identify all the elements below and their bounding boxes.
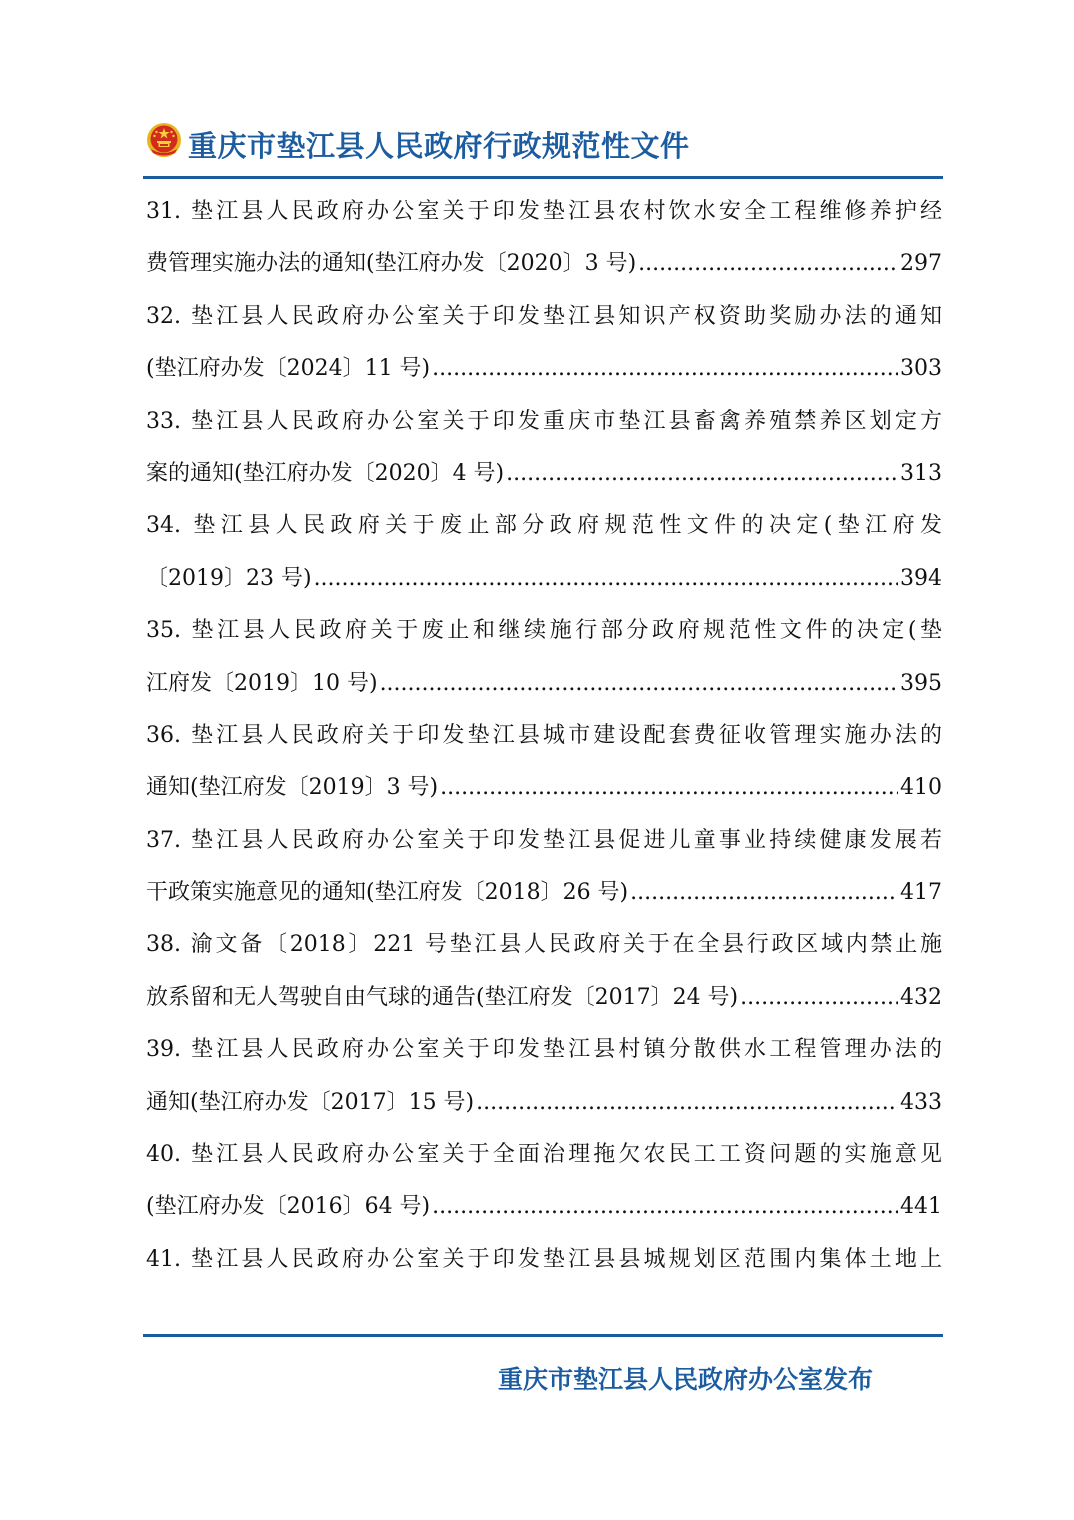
toc-entry-line [146,343,942,395]
toc-entry-line [146,553,942,605]
toc-entry-line: 31. 垫江县人民政府办公室关于印发垫江县农村饮水安全工程维修养护经 [146,199,942,224]
page-number: 410 [900,775,942,801]
document-series-title: 重庆市垫江县人民政府行政规范性文件 [188,129,690,163]
toc-entry-text: 江府发〔2019〕10 号) [146,670,378,696]
dot-leader [432,1181,898,1233]
page-number: 432 [900,984,942,1010]
toc-entry-text: (垫江府办发〔2016〕64 号) [146,1194,431,1220]
footer-divider [143,1334,943,1337]
page-header [146,118,942,178]
toc-entry-line: 36. 垫江县人民政府关于印发垫江县城市建设配套费征收管理实施办法的 [146,722,942,748]
toc-entry-line: 39. 垫江县人民政府办公室关于印发垫江县村镇分散供水工程管理办法的 [146,1037,942,1063]
dot-leader [440,762,898,814]
toc-entry-line: 40. 垫江县人民政府办公室关于全面治理拖欠农民工工资问题的实施意见 [146,1142,942,1168]
toc-entry-line: 41. 垫江县人民政府办公室关于印发垫江县县城规划区范围内集体土地上 [146,1246,942,1272]
toc-entry-line [146,867,942,919]
toc-entry-line: 37. 垫江县人民政府办公室关于印发垫江县促进儿童事业持续健康发展若 [146,827,942,853]
dot-leader [380,658,898,710]
publisher-footer: 重庆市垫江县人民政府办公室发布 [498,1365,874,1394]
toc-entry-text: 通知(垫江府发〔2019〕3 号) [146,775,439,801]
toc-entry-text: (垫江府办发〔2024〕11 号) [146,356,431,382]
page-number: 441 [900,1194,942,1220]
dot-leader [638,238,898,290]
toc-entry-line: 34. 垫江县人民政府关于废止部分政府规范性文件的决定(垫江府发 [146,513,942,539]
page-number: 433 [900,1089,942,1115]
page-number: 313 [900,460,942,486]
page-number: 417 [900,880,942,906]
header-divider [143,176,943,179]
toc-entry-text: 通知(垫江府办发〔2017〕15 号) [146,1089,475,1115]
dot-leader [314,553,898,605]
toc-entry-line: 38. 渝文备〔2018〕221 号垫江县人民政府关于在全县行政区域内禁止施 [146,932,942,958]
dot-leader [506,448,898,500]
dot-leader [476,1077,898,1129]
toc-entry-line [146,762,942,814]
toc-entry-line: 33. 垫江县人民政府办公室关于印发重庆市垫江县畜禽养殖禁养区划定方 [146,408,942,434]
toc-entry-line: 35. 垫江县人民政府关于废止和继续施行部分政府规范性文件的决定(垫 [146,618,942,644]
toc-entry-line [146,658,942,710]
dot-leader [740,972,898,1024]
toc-entry-line [146,448,942,500]
dot-leader [630,867,898,919]
toc-entry-text: 费管理实施办法的通知(垫江府办发〔2020〕3 号) [146,251,637,277]
dot-leader [432,343,898,395]
toc-entry-text: 〔2019〕23 号) [146,565,312,591]
toc-entry-text: 放系留和无人驾驶自由气球的通告(垫江府发〔2017〕24 号) [146,984,739,1010]
toc-entry-line [146,1181,942,1233]
page-number: 394 [900,565,942,591]
toc-entry-line [146,238,942,290]
page-number: 395 [900,670,942,696]
toc-entry-line [146,1077,942,1129]
toc-entry-text: 干政策实施意见的通知(垫江府发〔2018〕26 号) [146,880,629,906]
table-of-contents [146,186,942,1286]
toc-entry-line: 32. 垫江县人民政府办公室关于印发垫江县知识产权资助奖励办法的通知 [146,303,942,329]
page-number: 303 [900,356,942,382]
toc-entry-line [146,972,942,1024]
toc-entry-text: 案的通知(垫江府办发〔2020〕4 号) [146,460,505,486]
national-emblem-icon [146,122,182,158]
page-number: 297 [900,251,942,277]
